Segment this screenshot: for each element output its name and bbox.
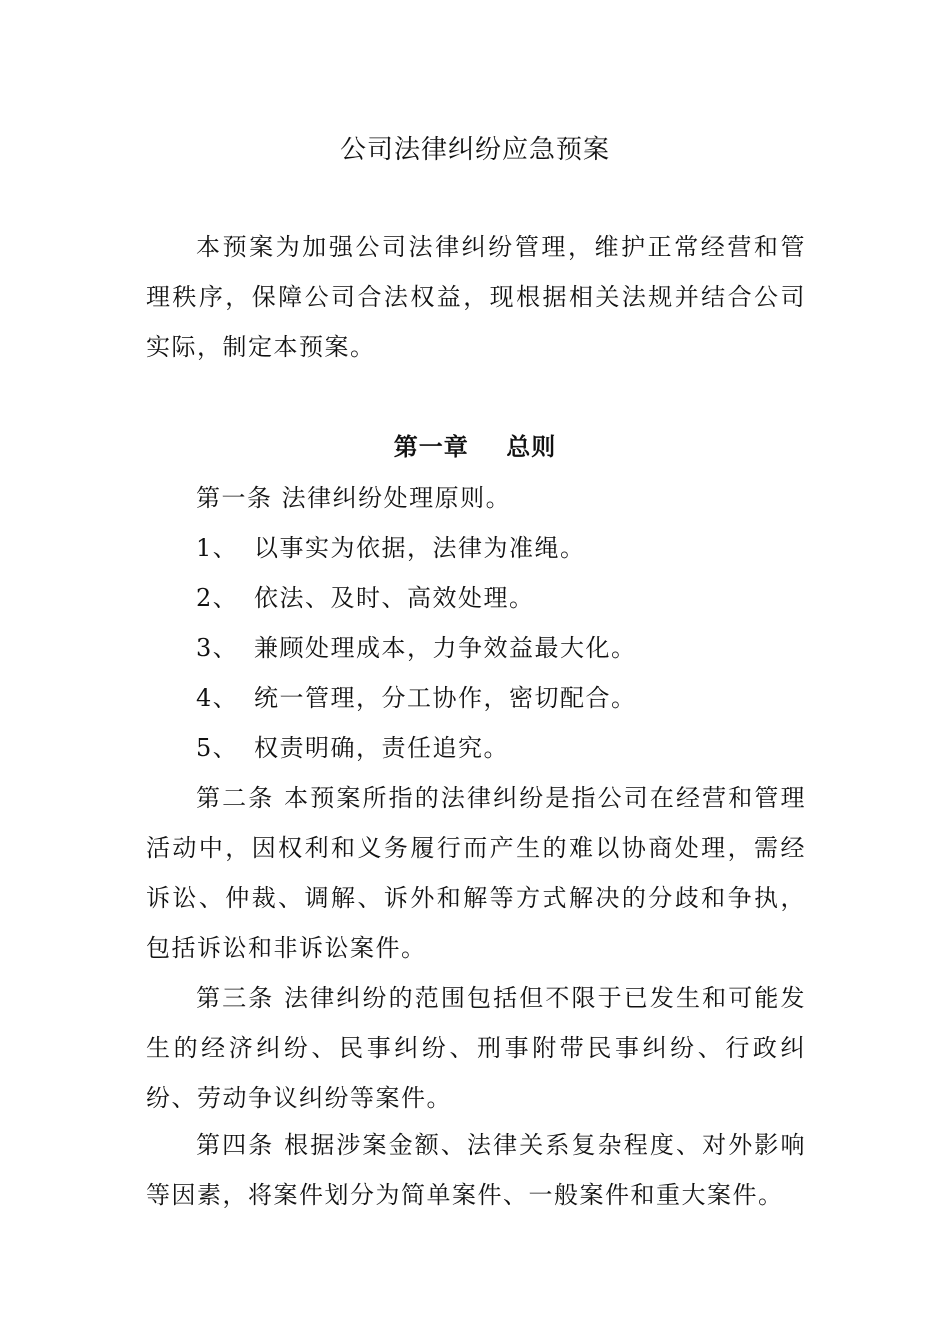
- principle-item: [196, 678, 637, 718]
- article-2: 第二条 本预案所指的法律纠纷是指公司在经营和管理活动中，因权利和义务履行而产生的难以协商处理，需经诉讼、仲裁、调解、诉外和解等方式解决的分歧和争执，包括诉讼和非诉讼案件。: [146, 784, 806, 962]
- intro-paragraph: 本预案为加强公司法律纠纷管理，维护正常经营和管理秩序，保障公司合法权益，现根据相关法规并结合公司实际，制定本预案。: [146, 233, 806, 361]
- chapter-heading: 第一章 总则: [393, 433, 557, 461]
- article-1: 第一条 法律纠纷处理原则。: [196, 484, 512, 512]
- principle-number: 2、: [196, 584, 239, 612]
- principle-text: 统一管理，分工协作，密切配合。: [254, 684, 637, 712]
- principle-number: 4、: [196, 684, 239, 712]
- principle-item: [196, 628, 637, 668]
- principle-item: [196, 528, 586, 568]
- principle-number: 3、: [196, 634, 239, 662]
- principle-item: [196, 578, 535, 618]
- article-3: 第三条 法律纠纷的范围包括但不限于已发生和可能发生的经济纠纷、民事纠纷、刑事附带民事纠纷、行政纠纷、劳动争议纠纷等案件。: [146, 984, 806, 1112]
- principle-text: 兼顾处理成本，力争效益最大化。: [254, 634, 637, 662]
- principle-number: 5、: [196, 734, 239, 762]
- principle-text: 权责明确，责任追究。: [254, 734, 509, 762]
- principle-item: [196, 728, 509, 768]
- article-4: 第四条 根据涉案金额、法律关系复杂程度、对外影响等因素，将案件划分为简单案件、一般案件和重大案件。: [146, 1131, 806, 1209]
- document-title: 公司法律纠纷应急预案: [339, 135, 610, 165]
- principle-number: 1、: [196, 534, 239, 562]
- principle-text: 依法、及时、高效处理。: [254, 584, 535, 612]
- principle-text: 以事实为依据，法律为准绳。: [254, 534, 586, 562]
